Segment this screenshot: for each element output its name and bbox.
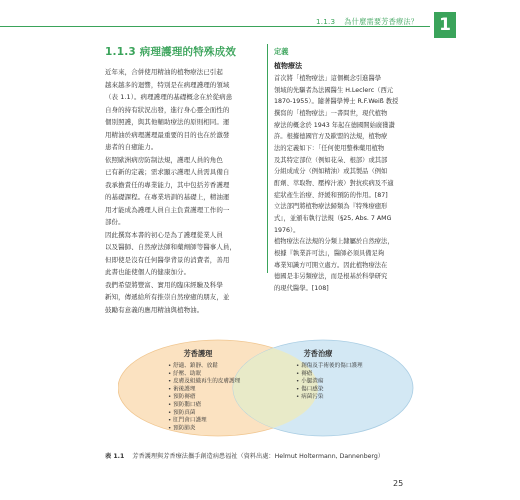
running-header-number: 1.1.3 <box>316 17 336 26</box>
text-line: 越來越多的迴響，特別是在病理護理的領域 <box>105 80 230 89</box>
definition-line: 許。根據德國官方及歐盟的法規，植物療 <box>274 133 388 141</box>
definition-body <box>274 73 410 294</box>
text-line: 用精油於病理護理最重要的目的也在於激發 <box>105 130 230 139</box>
text-line: 此書也能使個人的健康加分。 <box>105 268 191 276</box>
text-line: 新知，傳遞給所有推崇自然療癒的朋友，並 <box>105 293 230 301</box>
text-line: 依照歐洲病房防制法規，護理人員的角色 <box>105 155 223 164</box>
venn-diagram <box>118 338 418 438</box>
definition-line: 根據『執業許可法』，醫師必須具備足夠 <box>274 249 385 257</box>
aromatherapy-item: • 褥瘡 <box>296 370 313 377</box>
text-line: 已有新的定義；需求顯示護理人員需具備自 <box>105 168 230 176</box>
running-header-title: 為什麼需要芳香療法？ <box>344 17 419 26</box>
aromatherapy-item: • 傷口感染 <box>296 386 324 393</box>
aromacare-title: 芳香護理 <box>183 349 213 358</box>
definition-line: 1976）。 <box>274 226 300 234</box>
text-line: （表 1.1）。病理護理的基礎概念在於從病患 <box>105 93 233 101</box>
definition-label: 定義 <box>274 47 289 56</box>
aromacare-item: • 皮膚及組織再生的皮膚護理 <box>168 378 241 385</box>
definition-line: 法的定義如下：「任何使用整株藥用植物 <box>274 144 385 152</box>
chapter-tab: 1 <box>434 12 456 38</box>
definition-line: 1870-1955）。隨著醫學博士 R.F.Weiß 教授 <box>274 98 399 106</box>
aromatherapy-item: • 病菌污染 <box>296 394 324 401</box>
body-paragraph <box>105 154 263 229</box>
text-line: 個別照護，與其他輔助療法的原則相同。運 <box>105 118 230 126</box>
aromacare-item: • 預防真菌 <box>168 409 196 416</box>
text-line: 自身的持有狀況出發，進行身心靈全面性的 <box>105 105 230 114</box>
text-line: 用才能成為護理人員自主負責護理工作的一 <box>105 205 230 214</box>
table-caption <box>105 451 384 460</box>
definition-term: 植物療法 <box>274 62 302 70</box>
aromacare-item: • 舒適、鎮靜、放鬆 <box>168 363 218 369</box>
text-line: 近年來，合併使用精油的植物療法已引起 <box>105 68 223 76</box>
text-line: 以及醫師、自然療法師和藥劑師等醫事人員， <box>105 243 236 251</box>
aromacare-item: • 預防肺炎 <box>168 425 196 432</box>
aromacare-item: • 術後護理 <box>168 386 196 393</box>
definition-line: 症狀產生治療、紓緩和預防的作用。[87] <box>274 191 388 199</box>
body-paragraph <box>105 279 263 317</box>
definition-line: 首次將「植物療法」這個概念引進醫學 <box>274 75 382 82</box>
aromatherapy-item: • 小腿潰瘍 <box>296 378 324 385</box>
definition-line: 德國是非另類療法，而是根基於科學研究 <box>274 273 388 281</box>
definition-box <box>267 44 412 292</box>
definition-line: 式』，並頒布執行法規（§25, Abs. 7 AMG <box>274 214 392 222</box>
text-line: 的基礎課程。在專業培訓的基礎上，精油運 <box>105 193 230 201</box>
text-line: 部份。 <box>105 218 125 226</box>
aromacare-item: • 紓壓、助眠 <box>168 370 202 377</box>
running-header <box>316 17 427 27</box>
text-line: 鼓勵有意義的應用精油與植物油。 <box>105 305 204 314</box>
text-line: 因此撰寫本書的初心是為了護理從業人員 <box>105 230 223 239</box>
definition-line: 療法的概念於 1943 年起在德國開始廣獲讚 <box>274 121 395 129</box>
body-text-column <box>105 66 263 316</box>
definition-line: 酊劑、萃取物、壓榨汁液）對抗疾病及不適 <box>274 179 394 187</box>
definition-line: 及其特定部位（例如花朵、根部）或其部 <box>274 156 388 164</box>
aromacare-item: • 預防鵝口瘡 <box>168 402 202 408</box>
definition-line: 領域的先驅者為法國醫生 H.Leclerc（西元 <box>274 86 394 94</box>
aromacare-item: • 預防褥瘡 <box>168 394 196 401</box>
caption-text: 芳香護理與芳香療法攜手創造病患福祉（資料出處：Helmut Holtermann, Dannenberg） <box>132 453 384 460</box>
body-paragraph <box>105 66 263 154</box>
aromatherapy-item: • 創傷及手術後的傷口護理 <box>296 363 363 369</box>
definition-line: 植物療法在法規的分類上隸屬於自然療法， <box>274 238 394 246</box>
body-paragraph <box>105 229 263 279</box>
page-number: 25 <box>393 479 404 488</box>
aromatherapy-title: 芳香治療 <box>303 349 333 358</box>
definition-line: 撰寫的「植物療法」一書問世，現代植物 <box>274 109 388 117</box>
definition-line: 的現代醫學。[108] <box>274 284 329 292</box>
aromacare-item: • 肛門會口護理 <box>168 417 207 424</box>
text-line: 我們希望將豐富、實用的臨床經驗及科學 <box>105 280 223 289</box>
definition-line: 立法部門將植物療法歸類為『特殊療癒形 <box>274 203 388 211</box>
section-heading: 1.1.3 病理護理的特殊成效 <box>105 46 237 58</box>
text-line: 但即使是沒有任何醫學背景的消費者，善用 <box>105 255 230 264</box>
text-line: 我承擔責任的專業能力，其中包括芳香護理 <box>105 180 230 189</box>
caption-label: 表 1.1 <box>105 453 125 460</box>
definition-line: 分組成成分（例如精油）或其製品（例如 <box>274 168 388 176</box>
text-line: 患者的自癒能力。 <box>105 143 158 151</box>
definition-line: 專業知識方可開立處方。因此植物療法在 <box>274 261 388 269</box>
